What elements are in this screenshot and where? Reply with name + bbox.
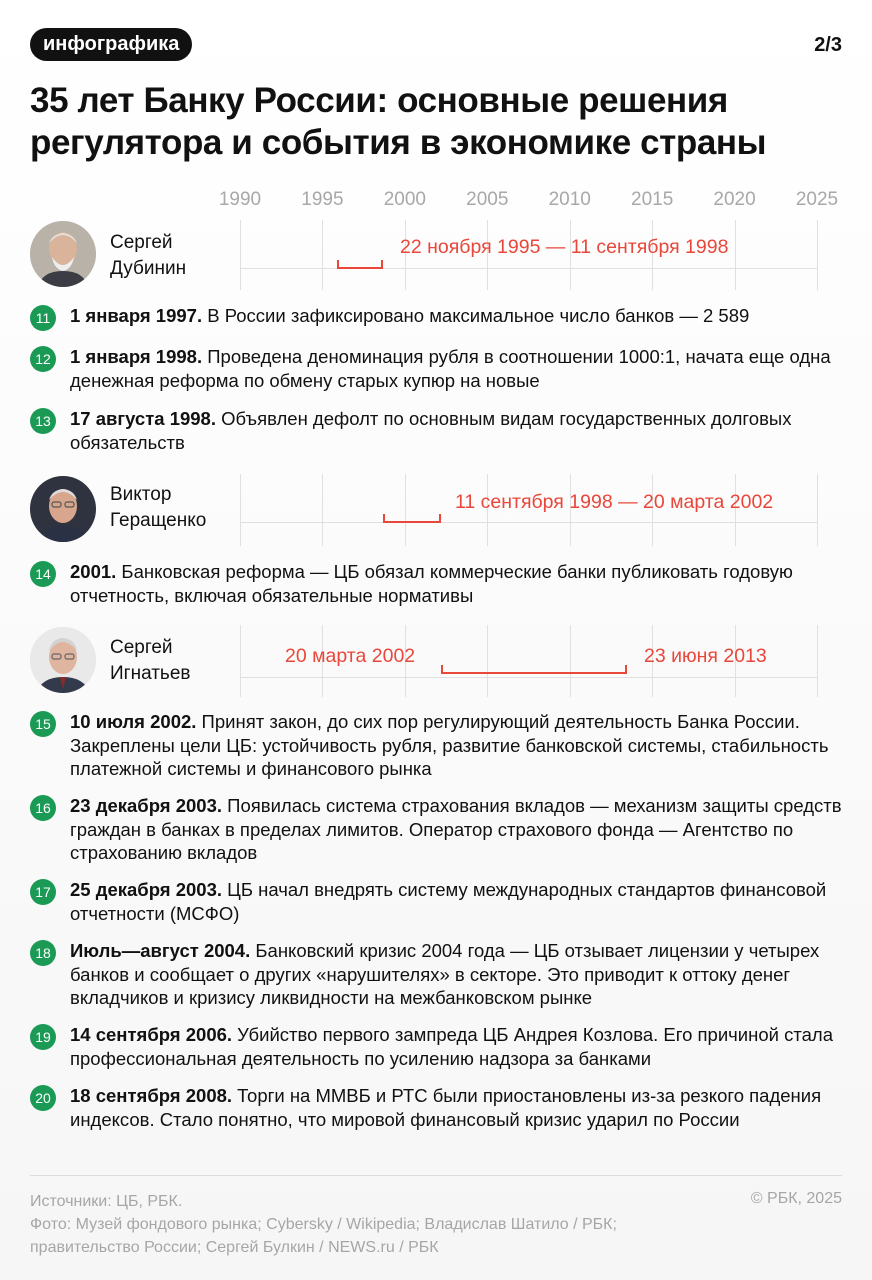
event-text: 23 декабря 2003. Появилась система страхования вкладов — механизм защиты средств граждан в банках в пределах лимитов. Оператор страхового фонда — Агентство по страхованию вкладов (70, 795, 842, 863)
axis-year-label: 2025 (795, 189, 839, 210)
governor-row-ignatyev (0, 625, 872, 697)
event-text: 1 января 1998. Проведена деноминация рубля в соотношении 1000:1, начата еще одна денежная реформа по обмену старых купюр на новые (70, 346, 831, 391)
governor-name: Сергей Игнатьев (110, 637, 191, 684)
gridline (240, 220, 241, 290)
copyright: © РБК, 2025 (750, 1190, 842, 1207)
gridline (735, 220, 736, 290)
tenure-end-date: 23 июня 2013 (644, 645, 767, 667)
event-text: 1 января 1997. В России зафиксировано максимальное число банков — 2 589 (70, 305, 750, 326)
event-number-badge: 16 (30, 795, 56, 821)
event-number-badge: 17 (30, 879, 56, 905)
event-number-badge: 11 (30, 305, 56, 331)
governor-name: Сергей Дубинин (110, 232, 187, 279)
page-title: 35 лет Банку России: основные решения регулятора и события в экономике страны (30, 81, 767, 162)
gridline (240, 625, 241, 697)
event-number-badge: 20 (30, 1085, 56, 1111)
event-text: 2001. Банковская реформа — ЦБ обязал коммерческие банки публиковать годовую отчетность, включая обязательные нормативы (70, 561, 793, 606)
axis-year-label: 2000 (383, 189, 426, 210)
event-text: 18 сентября 2008. Торги на ММВБ и РТС были приостановлены из-за резкого падения индексов. Стало понятно, что мировой финансовый кризис ударил по России (70, 1085, 822, 1130)
infographic-tag: инфографика (30, 28, 192, 61)
footer-divider (30, 1175, 842, 1176)
gridline (487, 625, 488, 697)
gridline (240, 474, 241, 546)
event-number-badge: 12 (30, 346, 56, 372)
axis-year-label: 2005 (466, 189, 509, 210)
event-number-badge: 19 (30, 1024, 56, 1050)
governor-row-gerashchenko (0, 474, 872, 546)
portrait-gerashchenko (30, 476, 96, 542)
tenure-start-date: 20 марта 2002 (285, 645, 416, 667)
tenure-dates: 22 ноября 1995 — 11 сентября 1998 (400, 236, 729, 258)
axis-year-label: 2015 (631, 189, 674, 210)
page-number: 2/3 (814, 34, 842, 56)
event-text: 25 декабря 2003. ЦБ начал внедрять систему международных стандартов финансовой отчетности (МСФО) (70, 879, 827, 924)
tenure-bracket (441, 665, 627, 674)
governor-name: Виктор Геращенко (110, 484, 207, 531)
tenure-dates: 11 сентября 1998 — 20 марта 2002 (455, 491, 774, 513)
gridline (817, 474, 818, 546)
tenure-bracket (337, 260, 383, 269)
gridline (570, 625, 571, 697)
event-text: 10 июля 2002. Принят закон, до сих пор регулирующий деятельность Банка России. Закреплены цели ЦБ: устойчивость рубля, развитие банковской системы, стабильность платежной системы и финансового рынка (70, 711, 829, 779)
axis-year-label: 1990 (218, 189, 262, 210)
gridline (817, 220, 818, 290)
gridline (322, 220, 323, 290)
tenure-bracket (383, 514, 441, 523)
axis-year-label: 2010 (548, 189, 591, 210)
portrait-dubinin (30, 221, 96, 287)
axis-year-label: 2020 (713, 189, 756, 210)
event-number-badge: 14 (30, 561, 56, 587)
event-text: Июль—август 2004. Банковский кризис 2004 года — ЦБ отзывает лицензии у четырех банков и сообщает о других «нарушителях» в секторе. Это приводит к оттоку денег вкладчиков и кризису ликвидности на межбанковском рынке (70, 940, 820, 1008)
gridline (817, 625, 818, 697)
event-number-badge: 13 (30, 408, 56, 434)
axis-year-label: 1995 (301, 189, 344, 210)
event-number-badge: 18 (30, 940, 56, 966)
gridline (322, 474, 323, 546)
portrait-ignatyev (30, 627, 96, 693)
gridline (405, 474, 406, 546)
event-text: 14 сентября 2006. Убийство первого зампреда ЦБ Андрея Козлова. Его причиной стала профессиональная деятельность по усилению надзора за банками (70, 1024, 833, 1069)
footer-credits: Источники: ЦБ, РБК. Фото: Музей фондового рынка; Cybersky / Wikipedia; Владислав Шатило / РБК; правительство России; Сергей Булкин / NEWS.ru / РБК (30, 1193, 617, 1256)
event-number-badge: 15 (30, 711, 56, 737)
governor-row-dubinin (0, 220, 872, 290)
event-text: 17 августа 1998. Объявлен дефолт по основным видам государственных долговых обязательств (70, 408, 792, 453)
